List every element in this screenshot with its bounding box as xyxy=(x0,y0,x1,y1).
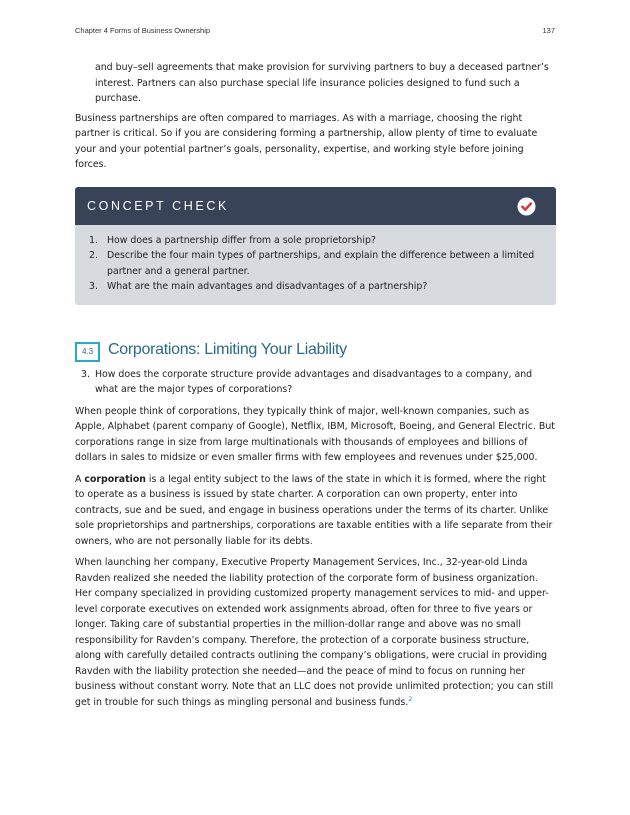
paragraph-ravden xyxy=(75,555,556,710)
key-term: corporation xyxy=(84,473,146,485)
paragraph-marriage: Business partnerships are often compared to marriages. As with a marriage, choosing the right partner is critical. So if you are considering forming a partnership, allow plenty of time to evaluate your and your potential partner’s goals, personality, expertise, and working style before joining forces. xyxy=(75,112,538,170)
page-number: 137 xyxy=(542,26,555,35)
definition-text: is a legal entity subject to the laws of the state in which it is formed, where the right to operate as a business is issued by state charter. A corporation can own property, enter into contracts, sue and be sued, and engage in business operations under the terms of its charter. Unlike sole proprietorships and partnerships, corporations are taxable entities with a life separate from their owners, who are not personally liable for its debts. xyxy=(75,473,553,547)
item-number: 3. xyxy=(89,281,98,292)
item-number: 1. xyxy=(89,234,98,246)
concept-check-item xyxy=(89,233,542,249)
concept-check-header xyxy=(75,187,556,225)
learning-objective xyxy=(75,367,556,398)
page-header xyxy=(75,26,555,38)
section-number: 4.3 xyxy=(75,342,100,362)
footnote-link[interactable]: 2 xyxy=(408,694,413,703)
concept-check-list xyxy=(75,225,556,305)
intro-continuation: and buy–sell agreements that make provision for surviving partners to buy a deceased partner’s interest. Partners can also purchase special life insurance policies designed to fund such a purchase. xyxy=(95,62,549,104)
item-text: What are the main advantages and disadvantages of a partnership? xyxy=(107,281,428,292)
objective-text: How does the corporate structure provide advantages and disadvantages to a company, and what are the major types of corporations? xyxy=(95,368,533,395)
paragraph-companies: When people think of corporations, they typically think of major, well-known companies, such as Apple, Alphabet (parent company of Google), Netflix, IBM, Microsoft, Boeing, and General Electric. But corporations range in size from large multinationals with thousands of employees and billions of dollars in sales to midsize or even smaller firms with few employees and revenues under $25,000. xyxy=(75,405,555,463)
chapter-title: Chapter 4 Forms of Business Ownership xyxy=(75,26,211,35)
page-content xyxy=(75,60,556,716)
checkmark-circle-icon xyxy=(517,197,536,216)
concept-check-item xyxy=(89,248,542,279)
definition-lead: A xyxy=(75,473,85,485)
section-title: Corporations: Limiting Your Liability xyxy=(108,340,347,358)
item-number: 2. xyxy=(89,250,98,261)
paragraph-definition xyxy=(75,472,556,550)
concept-check-box xyxy=(75,187,556,305)
objective-number: 3. xyxy=(81,368,90,380)
section-heading xyxy=(75,339,556,363)
concept-check-item xyxy=(89,279,542,295)
concept-check-title: CONCEPT CHECK xyxy=(87,198,229,213)
item-text: Describe the four main types of partnerships, and explain the difference between a limited partner and a general partner. xyxy=(107,250,535,277)
item-text: How does a partnership differ from a sole proprietorship? xyxy=(107,234,376,246)
ravden-text: When launching her company, Executive Property Management Services, Inc., 32-year-old Linda Ravden realized she needed the liability protection of the corporate form of business organization. Her company specialized in providing customized property management services to mid- and upper-level corporate executives on extended work assignments abroad, often for three to five years or longer. Taking care of substantial properties in the million-dollar range and above was no small responsibility for Ravden’s company. Therefore, the protection of a corporate business structure, along with carefully detailed contracts outlining the company’s obligations, were crucial in providing Ravden with the liability protection she needed—and the peace of mind to focus on running her business without constant worry. Note that an LLC does not provide unlimited protection; you can still get in trouble for such things as mingling personal and business funds. xyxy=(75,557,554,708)
